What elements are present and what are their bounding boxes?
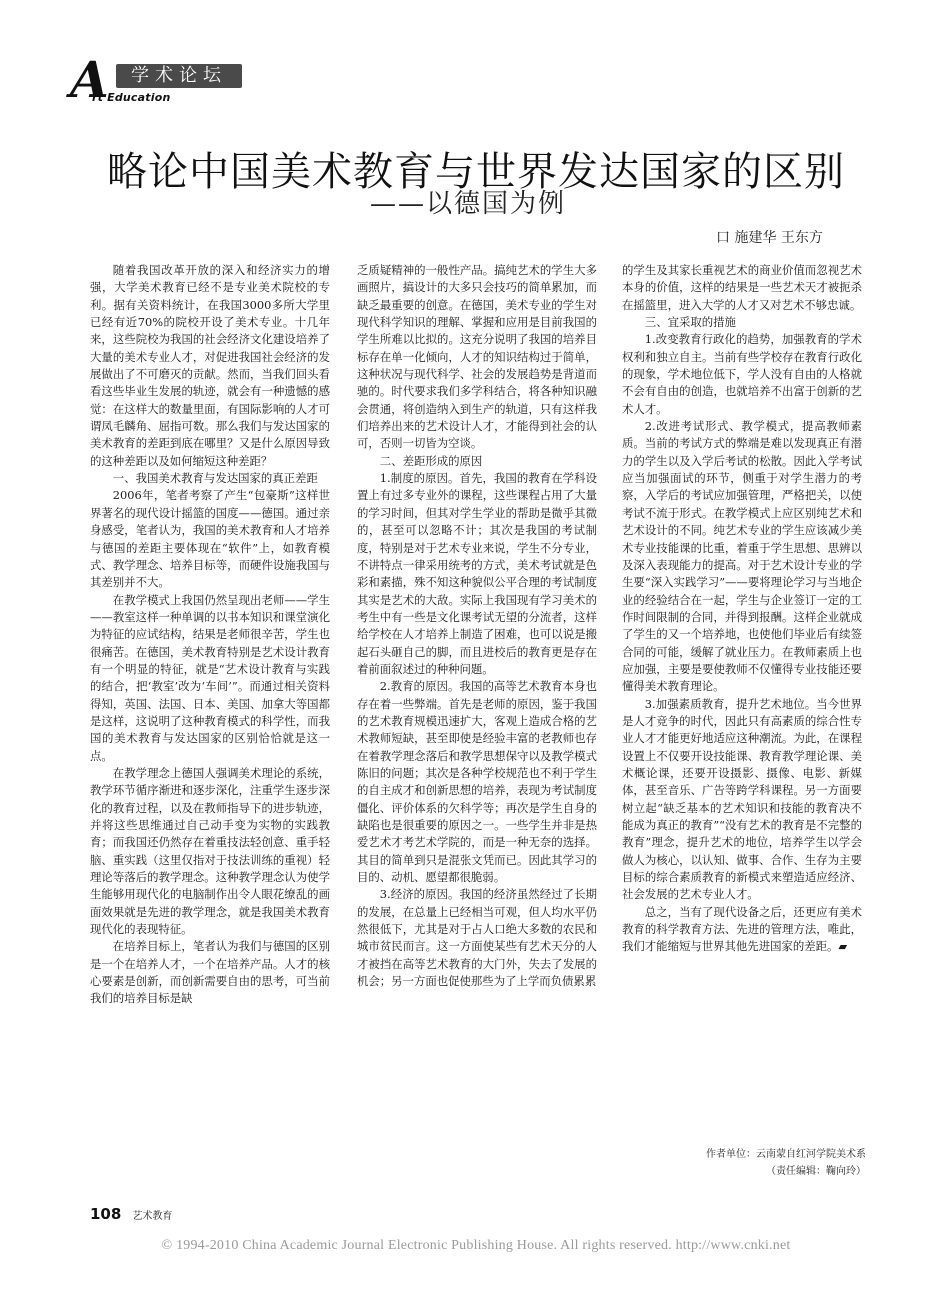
author-affiliation: 作者单位：云南蒙自红河学院美术系 [706, 1149, 866, 1160]
column-logo [70, 50, 270, 109]
responsible-editor: （责任编辑：鞠向玲） [766, 1166, 866, 1177]
paragraph: 总之，当有了现代设备之后，还更应有美术教育的科学教育方法、先进的管理方法，唯此，我们才能缩短与世界其他先进国家的差距。▰ [622, 904, 862, 954]
paragraph: 在教学模式上我国仍然呈现出老师——学生——教室这样一种单调的以书本知识和课堂演化为特征的应试结构，结果是老师很辛苦，学生也很痛苦。在德国，美术教育特别是艺术设计教育有一个明显的特征，就是“艺术设计教育与实践的结合，把‘教室’改为‘车间’”。而通过相关资料得知，英国、法国、日本、美国、加拿大等国都是这样，这说明了这种教育模式的科学性，而我国的美术教育与发达国家的区别恰恰就是这一点。 [90, 592, 330, 763]
body-column-3 [622, 262, 862, 956]
paragraph: 1.改变教育行政化的趋势，加强教育的学术权利和独立自主。当前有些学校存在教育行政化的现象，学术地位低下，学人没有自由的人格就不会有自由的创造，也就培养不出富于创新的艺术人才。 [622, 332, 862, 416]
paragraph: 乏质疑精神的一般性产品。搞纯艺术的学生大多画照片，搞设计的大多只会技巧的简单累加，而缺乏最重要的创意。在德国，美术专业的学生对现代科学知识的理解、掌握和应用是目前我国的学生所难以比拟的。这充分说明了我国的培养目标存在单一化倾向，人才的知识结构过于简单，这种状况与现代科学、社会的发展趋势是背道而驰的。时代要求我们多学科结合，将各种知识融会贯通，将创造纳入到生产的轨道，只有这样我们培养出来的艺术设计人才，才能得到社会的认可，否则一切皆为空谈。 [357, 263, 597, 451]
paragraph: 1.制度的原因。首先，我国的教育在学科设置上有过多专业外的课程，这些课程占用了大量的学习时间，但其对学生学业的帮助是微乎其微的，甚至可以忽略不计；其次是我国的考试制度，特别是对于艺术专业来说，学生不分专业，不讲特点一律采用统考的方式，美术考试就是色彩和素描，殊不知这种貌似公平合理的考试制度其实是艺术的大敌。实际上我国现有学习美术的考生中有一些是文化课考试无望的分流者，这样给学校在人才培养上制造了困难，也可以说是搬起石头砸自己的脚，而且进校后的教育更是存在着前面叙述过的种种问题。 [357, 471, 597, 676]
paragraph: 3.经济的原因。我国的经济虽然经过了长期的发展，在总量上已经相当可观，但人均水平仍然很低下，尤其是对于占人口绝大多数的农民和城市贫民而言。这一方面使某些有艺术天分的人才被挡在高等艺术教育的大门外，失去了发展的机会；另一方面也促使那些为了上学而负债累累 [357, 887, 597, 989]
paragraph: 2.改进考试形式、教学模式，提高教师素质。当前的考试方式的弊端是难以发现真正有潜力的学生以及入学后考试的松散。因此入学考试应当加强面试的环节，侧重于对学生潜力的考察，入学后的考试应加强管理，严格把关，以使考试不流于形式。在教学模式上应区别纯艺术和艺术设计的不同。纯艺术专业的学生应该减少美术专业技能课的比重，着重于学生思想、思辨以及深入表现能力的提高。对于艺术设计专业的学生要“深入实践学习”——要将理论学习与当地企业的经验结合在一起，学生与企业签订一定的工作时间限制的合同，并得到报酬。这样企业就成了学生的又一个培养地，也使他们毕业后有续签合同的可能，缓解了就业压力。在教师素质上也应加强，主要是要使教师不仅懂得专业技能还要懂得美术教育理论。 [622, 419, 862, 694]
paragraph: 的学生及其家长重视艺术的商业价值而忽视艺术本身的价值，这样的结果是一些艺术天才被扼杀在摇篮里，进入大学的人才又对艺术不够忠诚。 [622, 263, 862, 312]
journal-name: 艺术教育 [132, 1211, 173, 1222]
column-name-en: rt Education [92, 91, 171, 104]
logo-letter: A [70, 50, 109, 109]
page-folio [90, 1204, 172, 1223]
section-heading: 三、宜采取的措施 [644, 315, 736, 330]
paragraph: 在教学理念上德国人强调美术理论的系统，教学环节循序渐进和逐步深化，注重学生逐步深化的教育过程，以及在教师指导下的进步轨迹，并将这些思维通过自己动手变为实物的实践教育；而我国还仍然存在着重技法轻创意、重手轻脑、重实践（这里仅指对于技法训练的重视）轻理论等落后的教学理念。这种教学理念认为使学生能够用现代化的电脑制作出令人眼花缭乱的画面效果就是先进的教学理念，就是我国美术教育现代化的表现特征。 [90, 765, 330, 937]
paragraph: 在培养目标上，笔者认为我们与德国的区别是一个在培养人才，一个在培养产品。人才的核心要素是创新，而创新需要自由的思考，可当前我们的培养目标是缺 [90, 939, 330, 1006]
article-title: 略论中国美术教育与世界发达国家的区别 [107, 148, 845, 195]
author-line: 口 施建华 王东方 [716, 230, 823, 246]
paragraph: 随着我国改革开放的深入和经济实力的增强，大学美术教育已经不是专业美术院校的专利。据有关资料统计，在我国3000多所大学里已经有近70%的院校开设了美术专业。十几年来，这些院校为我国的社会经济文化建设培养了大量的美术专业人才，对促进我国社会经济的发展做出了不可磨灭的贡献。然而，当我们回头看看这些毕业生发展的轨迹，就会有一种遗憾的感觉：在这样大的数量里面，有国际影响的人才可谓凤毛麟角、屈指可数。那么我们与发达国家的美术教育的差距到底在哪里？又是什么原因导致的这种差距以及如何缩短这种差距？ [90, 263, 330, 468]
body-column-2 [357, 262, 597, 990]
copyright-watermark: © 1994-2010 China Academic Journal Electronic Publishing House. All rights reserved. http://www.cnki.net [161, 1238, 791, 1253]
body-column-1 [90, 262, 330, 1008]
column-name: 学术论坛 [116, 64, 242, 88]
section-heading: 一、我国美术教育与发达国家的真正差距 [112, 471, 318, 486]
paragraph: 2006年，笔者考察了产生“包豪斯”这样世界著名的现代设计摇篮的国度——德国。通过亲身感受，笔者认为，我国的美术教育和人才培养与德国的差距主要体现在“软件”上，如教育模式、教学理念、培养目标等，而硬件设施我国与其差别并不大。 [90, 488, 330, 590]
affiliation-block [622, 1146, 866, 1180]
section-heading: 二、差距形成的原因 [379, 453, 483, 468]
paragraph: 3.加强素质教育，提升艺术地位。当今世界是人才竞争的时代，因此只有高素质的综合性专业人才才能更好地适应这种潮流。为此，在课程设置上不仅要开设技能课、教育教学理论课、美术概论课，还要开设摄影、摄像、电影、新媒体，甚至音乐、广告等跨学科课程。另一方面要树立起“缺乏基本的艺术知识和技能的教育决不能成为真正的教育”“没有艺术的教育是不完整的教育”理念，提升艺术的地位，培养学生以学会做人为核心，以认知、做事、合作、生存为主要目标的综合素质教育的新模式来塑造适应经济、社会发展的艺术专业人才。 [622, 696, 862, 902]
article-subtitle: ——以德国为例 [370, 189, 567, 219]
paragraph: 2.教育的原因。我国的高等艺术教育本身也存在着一些弊端。首先是老师的原因，鉴于我国的艺术教育规模迅速扩大，客观上造成合格的艺术教师短缺，甚至即使是经验丰富的老教师也存在着教学理念落后和教学思想保守以及教学模式陈旧的问题；其次是各种学校规范也不利于学生的自主成才和创新思想的培养，表现为考试制度僵化、评价体系的欠科学等；再次是学生自身的缺陷也是很重要的原因之一。一些学生并非是热爱艺术才考艺术学院的，而是一种无奈的选择。其目的简单到只是混张文凭而已。因此其学习的目的、动机、愿望都很脆弱。 [357, 679, 597, 885]
page-number: 108 [90, 1205, 122, 1223]
